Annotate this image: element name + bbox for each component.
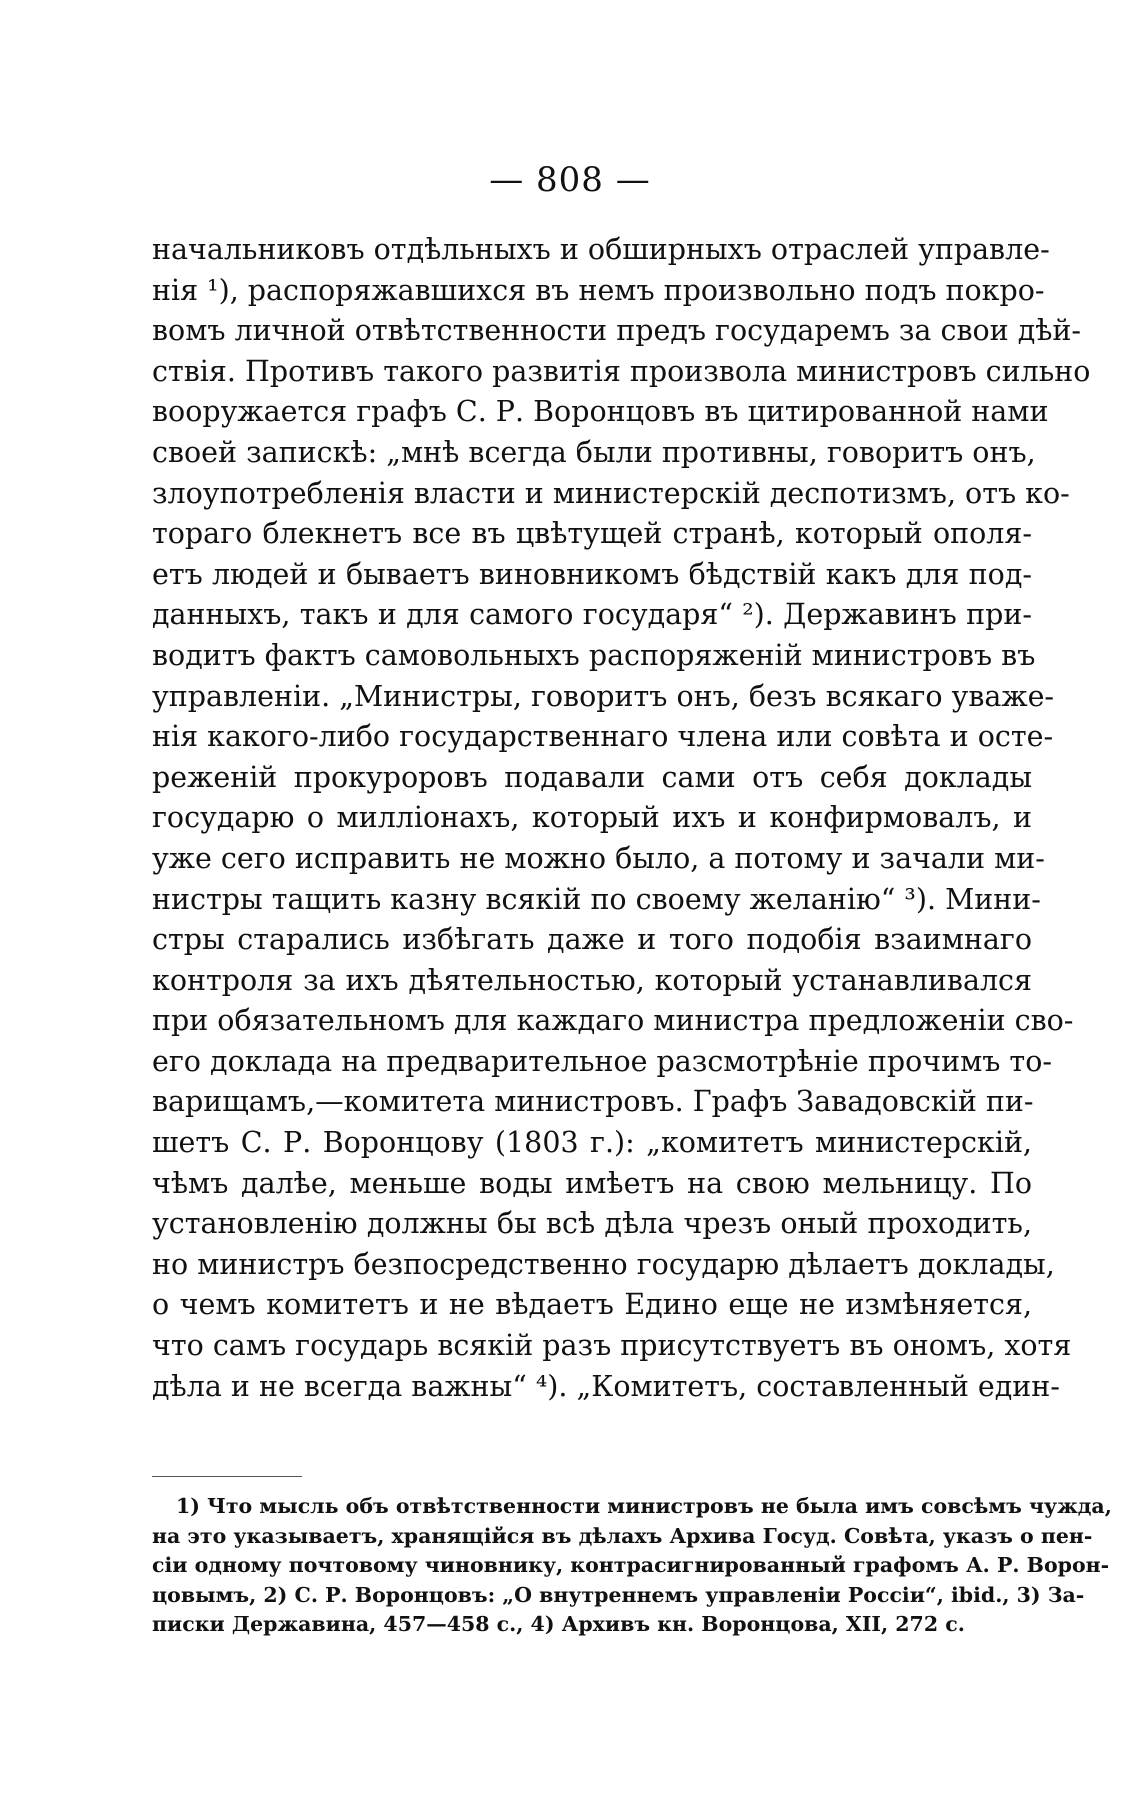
footnote-line: на это указываетъ, хранящійся въ дѣлахъ Архива Госуд. Совѣта, указъ о пен- bbox=[152, 1523, 1093, 1548]
text-line: дѣла и не всегда важны“ ⁴). „Комитетъ, составленный един- bbox=[152, 1369, 1060, 1403]
text-line: установленію должны бы всѣ дѣла чрезъ оный проходить, bbox=[152, 1207, 1032, 1241]
text-line: вооружается графъ С. Р. Воронцовъ въ цитированной нами bbox=[152, 395, 1049, 429]
footnote-separator bbox=[152, 1476, 302, 1477]
text-line: етъ людей и бываетъ виновникомъ бѣдствій какъ для под- bbox=[152, 557, 1032, 591]
text-line: начальниковъ отдѣльныхъ и обширныхъ отраслей управле- bbox=[152, 233, 1050, 266]
text-line: контроля за ихъ дѣятельностью, который устанавливался bbox=[152, 963, 1032, 997]
text-line: стры старались избѣгать даже и того подобія взаимнаго bbox=[152, 923, 1032, 957]
text-line: тораго блекнетъ все въ цвѣтущей странѣ, который ополя- bbox=[152, 517, 1032, 551]
text-line: но министръ безпосредственно государю дѣлаетъ доклады, bbox=[152, 1247, 1055, 1281]
footnotes bbox=[152, 1492, 1112, 1640]
text-line: нія какого-либо государственнаго члена или совѣта и осте- bbox=[152, 720, 1054, 754]
text-line: о чемъ комитетъ и не вѣдаетъ Едино еще не измѣняется, bbox=[152, 1288, 1032, 1322]
text-line: варищамъ,—комитета министровъ. Графъ Завадовскій пи- bbox=[152, 1085, 1034, 1119]
text-line: нистры тащить казну всякій по своему желанію“ ³). Мини- bbox=[152, 882, 1041, 916]
text-line: чѣмъ далѣе, меньше воды имѣетъ на свою мельницу. По bbox=[152, 1166, 1032, 1200]
text-line: уже сего исправить не можно было, а потому и зачали ми- bbox=[152, 841, 1045, 875]
text-line: злоупотребленія власти и министерскій деспотизмъ, отъ ко- bbox=[152, 476, 1070, 510]
footnote-line: сіи одному почтовому чиновнику, контрасигнированный графомъ А. Р. Ворон- bbox=[152, 1553, 1110, 1577]
text-line: что самъ государь всякій разъ присутствуетъ въ ономъ, хотя bbox=[152, 1329, 1072, 1363]
text-line: нія ¹), распоряжавшихся въ немъ произвольно подъ покро- bbox=[152, 273, 1045, 307]
text-line: своей запискѣ: „мнѣ всегда были противны, говоритъ онъ, bbox=[152, 435, 1036, 469]
footnote-line: писки Державина, 457—458 с., 4) Архивъ кн. Воронцова, XII, 272 с. bbox=[152, 1612, 965, 1636]
text-line: реженій прокуроровъ подавали сами отъ себя доклады bbox=[152, 760, 1032, 794]
text-line: при обязательномъ для каждаго министра предложеніи сво- bbox=[152, 1004, 1074, 1038]
text-line: данныхъ, такъ и для самого государя“ ²). Державинъ при- bbox=[152, 598, 1032, 632]
text-line: государю о милліонахъ, который ихъ и конфирмовалъ, и bbox=[152, 801, 1032, 835]
text-line: ствія. Противъ такого развитія произвола министровъ сильно bbox=[152, 354, 1091, 388]
text-line: его доклада на предварительное разсмотрѣніе прочимъ то- bbox=[152, 1044, 1052, 1078]
text-line: водитъ фактъ самовольныхъ распоряженій министровъ въ bbox=[152, 638, 1036, 672]
page-number: — 808 — bbox=[489, 160, 651, 200]
text-line: вомъ личной отвѣтственности предъ государемъ за свои дѣй- bbox=[152, 314, 1082, 348]
main-text bbox=[152, 230, 1091, 1407]
footnote-line: 1) Что мысль объ отвѣтственности министровъ не была имъ совсѣмъ чужда, bbox=[176, 1494, 1112, 1518]
text-line: шетъ С. Р. Воронцову (1803 г.): „комитетъ министерскій, bbox=[152, 1126, 1032, 1160]
footnote-line: цовымъ, 2) С. Р. Воронцовъ: „О внутреннемъ управленіи Россіи“, ibid., 3) За- bbox=[152, 1582, 1085, 1607]
text-line: управленіи. „Министры, говоритъ онъ, безъ всякаго уваже- bbox=[152, 679, 1055, 713]
